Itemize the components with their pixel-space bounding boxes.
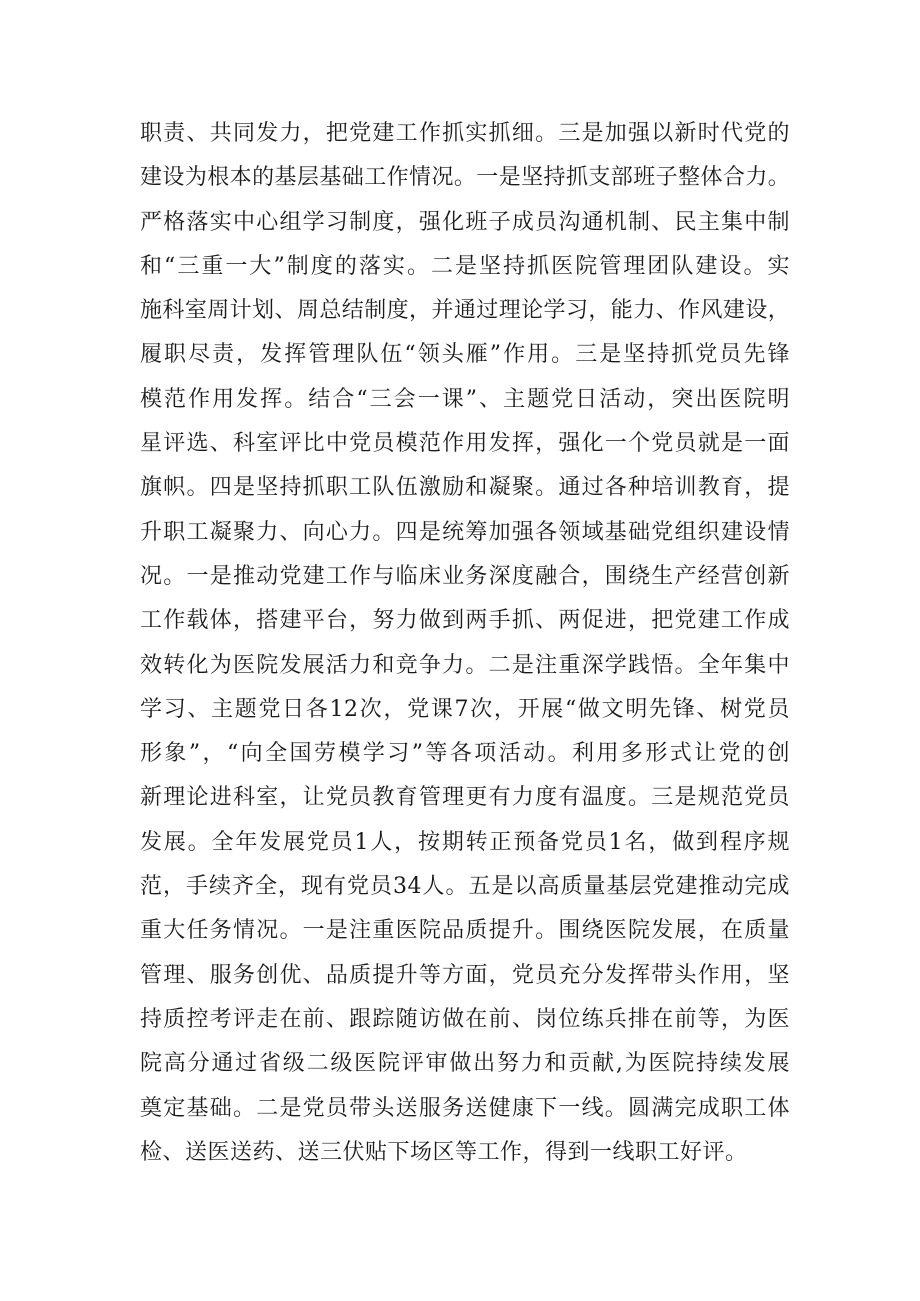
text-line-3: 严格落实中心组学习制度，强化班子成员沟通机制、民主集中制 [140, 209, 790, 235]
text-line-7: 模范作用发挥。结合“三会一课”、主题党日活动，突出医院明 [140, 386, 790, 412]
text-line-14: 学习、主题党日各12次，党课7次，开展“做文明先锋、树党员 [140, 696, 790, 722]
text-line-24: 检、送医送药、送三伏贴下场区等工作，得到一线职工好评。 [140, 1139, 748, 1165]
text-line-10: 升职工凝聚力、向心力。四是统筹加强各领域基础党组织建设情 [140, 519, 790, 545]
text-line-8: 星评选、科室评比中党员模范作用发挥，强化一个党员就是一面 [140, 431, 790, 457]
text-line-22: 院高分通过省级二级医院评审做出努力和贡献,为医院持续发展 [140, 1051, 790, 1077]
body-paragraph [140, 112, 790, 1175]
text-line-20: 管理、服务创优、品质提升等方面，党员充分发挥带头作用，坚 [140, 962, 790, 988]
text-line-6: 履职尽责，发挥管理队伍“领头雁”作用。三是坚持抓党员先锋 [140, 342, 790, 368]
text-line-2: 建设为根本的基层基础工作情况。一是坚持抓支部班子整体合力。 [140, 165, 790, 191]
text-line-18: 范，手续齐全，现有党员34人。五是以高质量基层党建推动完成 [140, 874, 790, 900]
text-line-1: 职责、共同发力，把党建工作抓实抓细。三是加强以新时代党的 [140, 121, 790, 146]
text-line-4: 和“三重一大”制度的落实。二是坚持抓医院管理团队建设。实 [140, 253, 790, 279]
text-line-13: 效转化为医院发展活力和竞争力。二是注重深学践悟。全年集中 [140, 652, 790, 678]
text-line-19: 重大任务情况。一是注重医院品质提升。围绕医院发展，在质量 [140, 918, 790, 944]
text-line-21: 持质控考评走在前、跟踪随访做在前、岗位练兵排在前等，为医 [140, 1006, 790, 1032]
text-line-23: 奠定基础。二是党员带头送服务送健康下一线。圆满完成职工体 [140, 1095, 790, 1121]
text-line-12: 工作载体，搭建平台，努力做到两手抓、两促进，把党建工作成 [140, 608, 790, 634]
text-line-9: 旗帜。四是坚持抓职工队伍激励和凝聚。通过各种培训教育，提 [140, 475, 790, 501]
text-line-16: 新理论进科室，让党员教育管理更有力度有温度。三是规范党员 [140, 785, 790, 811]
text-line-11: 况。一是推动党建工作与临床业务深度融合，围绕生产经营创新 [140, 563, 790, 589]
text-line-15: 形象”，“向全国劳模学习”等各项活动。利用多形式让党的创 [140, 741, 790, 767]
text-line-5: 施科室周计划、周总结制度，并通过理论学习，能力、作风建设， [140, 298, 790, 324]
text-line-17: 发展。全年发展党员1人，按期转正预备党员1名，做到程序规 [140, 829, 790, 855]
